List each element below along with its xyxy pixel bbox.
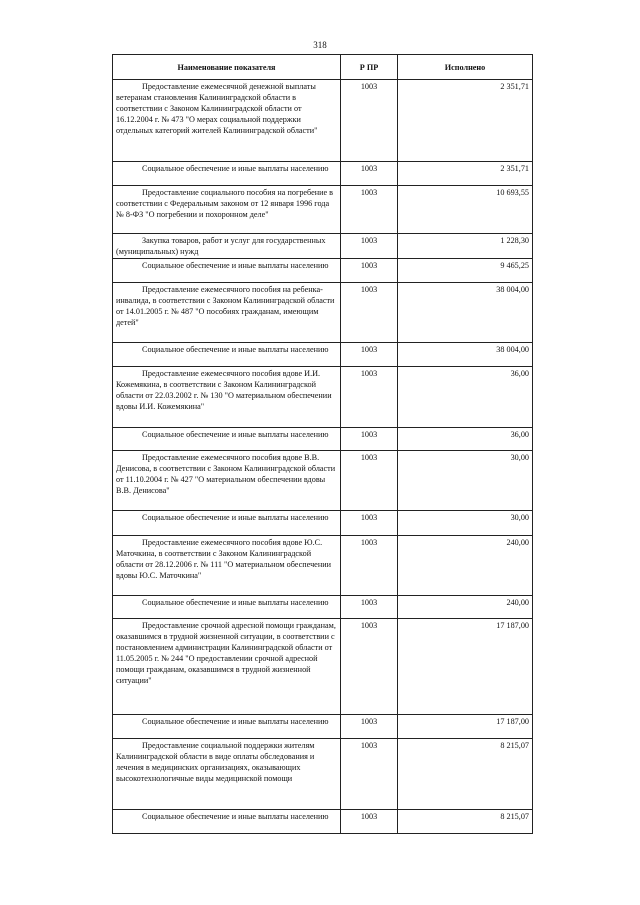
- budget-table: [112, 54, 533, 834]
- row-sum: 8 215,07: [398, 739, 533, 810]
- row-code: 1003: [341, 715, 398, 739]
- table-row: [113, 343, 533, 367]
- row-name: Предоставление ежемесячного пособия вдове В.В. Денисова, в соответствии с Законом Калининградской области от 11.10.2004 г. № 427 "О материальном обеспечении вдовы В.В. Денисова": [113, 451, 341, 511]
- row-name: Предоставление социальной поддержки жителям Калининградской области в виде оплаты обследования и лечения в медицинских организациях, оказывающих высокотехнологичные виды медицинской помощи: [113, 739, 341, 810]
- table-row: [113, 186, 533, 234]
- row-sum: 8 215,07: [398, 810, 533, 834]
- row-sum: 38 004,00: [398, 343, 533, 367]
- row-code: 1003: [341, 186, 398, 234]
- row-code: 1003: [341, 451, 398, 511]
- table-row: [113, 367, 533, 428]
- row-code: 1003: [341, 511, 398, 536]
- table-row: [113, 810, 533, 834]
- row-sum: 36,00: [398, 428, 533, 451]
- table-row: [113, 511, 533, 536]
- row-name: Социальное обеспечение и иные выплаты населению: [113, 810, 341, 834]
- row-code: 1003: [341, 596, 398, 619]
- table-row: [113, 619, 533, 715]
- row-name: Социальное обеспечение и иные выплаты населению: [113, 162, 341, 186]
- row-sum: 38 004,00: [398, 283, 533, 343]
- row-sum: 17 187,00: [398, 619, 533, 715]
- row-name: Закупка товаров, работ и услуг для государственных (муниципальных) нужд: [113, 234, 341, 259]
- table-body: [113, 80, 533, 834]
- table-row: [113, 162, 533, 186]
- row-name: Предоставление срочной адресной помощи гражданам, оказавшимся в трудной жизненной ситуации, в соответствии с постановлением администрации Калининградской области от 11.05.2005 г. № 244 "О предоставлении срочной адресной помощи гражданам, оказавшимся в трудной жизненной ситуации": [113, 619, 341, 715]
- table-row: [113, 536, 533, 596]
- table-row: [113, 451, 533, 511]
- header-code: Р ПР: [341, 55, 398, 80]
- table-row: [113, 259, 533, 283]
- row-code: 1003: [341, 536, 398, 596]
- row-code: 1003: [341, 619, 398, 715]
- table-row: [113, 428, 533, 451]
- row-sum: 30,00: [398, 511, 533, 536]
- row-name: Предоставление ежемесячной денежной выплаты ветеранам становления Калининградской области в соответствии с Законом Калининградской области от 16.12.2004 г. № 473 "О мерах социальной поддержки отдельных категорий жителей Калининградской области": [113, 80, 341, 162]
- row-name: Социальное обеспечение и иные выплаты населению: [113, 511, 341, 536]
- row-code: 1003: [341, 283, 398, 343]
- row-sum: 30,00: [398, 451, 533, 511]
- header-sum: Исполнено: [398, 55, 533, 80]
- page-number: 318: [313, 40, 327, 50]
- row-name: Предоставление социального пособия на погребение в соответствии с Федеральным законом от 12 января 1996 года № 8-ФЗ "О погребении и похоронном деле": [113, 186, 341, 234]
- row-code: 1003: [341, 343, 398, 367]
- table-row: [113, 596, 533, 619]
- row-code: 1003: [341, 367, 398, 428]
- row-name: Предоставление ежемесячного пособия на ребенка-инвалида, в соответствии с Законом Калининградской области от 14.01.2005 г. № 487 "О пособиях гражданам, имеющим детей": [113, 283, 341, 343]
- row-name: Социальное обеспечение и иные выплаты населению: [113, 259, 341, 283]
- row-name: Предоставление ежемесячного пособия вдове Ю.С. Маточкина, в соответствии с Законом Калининградской области от 28.12.2006 г. № 111 "О материальном обеспечении вдовы Ю.С. Маточкина": [113, 536, 341, 596]
- row-sum: 2 351,71: [398, 80, 533, 162]
- row-code: 1003: [341, 739, 398, 810]
- header-name: Наименование показателя: [113, 55, 341, 80]
- row-name: Социальное обеспечение и иные выплаты населению: [113, 428, 341, 451]
- row-code: 1003: [341, 810, 398, 834]
- row-sum: 1 228,30: [398, 234, 533, 259]
- row-code: 1003: [341, 162, 398, 186]
- row-name: Социальное обеспечение и иные выплаты населению: [113, 715, 341, 739]
- table-row: [113, 283, 533, 343]
- table-header-row: [113, 55, 533, 80]
- row-code: 1003: [341, 234, 398, 259]
- row-sum: 17 187,00: [398, 715, 533, 739]
- table-row: [113, 80, 533, 162]
- row-sum: 240,00: [398, 536, 533, 596]
- table-row: [113, 715, 533, 739]
- row-code: 1003: [341, 428, 398, 451]
- row-sum: 10 693,55: [398, 186, 533, 234]
- row-sum: 2 351,71: [398, 162, 533, 186]
- row-code: 1003: [341, 259, 398, 283]
- table-row: [113, 739, 533, 810]
- row-sum: 9 465,25: [398, 259, 533, 283]
- row-name: Предоставление ежемесячного пособия вдове И.И. Кожемякина, в соответствии с Законом Калининградской области от 22.03.2002 г. № 130 "О материальном обеспечении вдовы И.И. Кожемякина": [113, 367, 341, 428]
- row-sum: 240,00: [398, 596, 533, 619]
- row-name: Социальное обеспечение и иные выплаты населению: [113, 343, 341, 367]
- row-name: Социальное обеспечение и иные выплаты населению: [113, 596, 341, 619]
- table-row: [113, 234, 533, 259]
- row-sum: 36,00: [398, 367, 533, 428]
- row-code: 1003: [341, 80, 398, 162]
